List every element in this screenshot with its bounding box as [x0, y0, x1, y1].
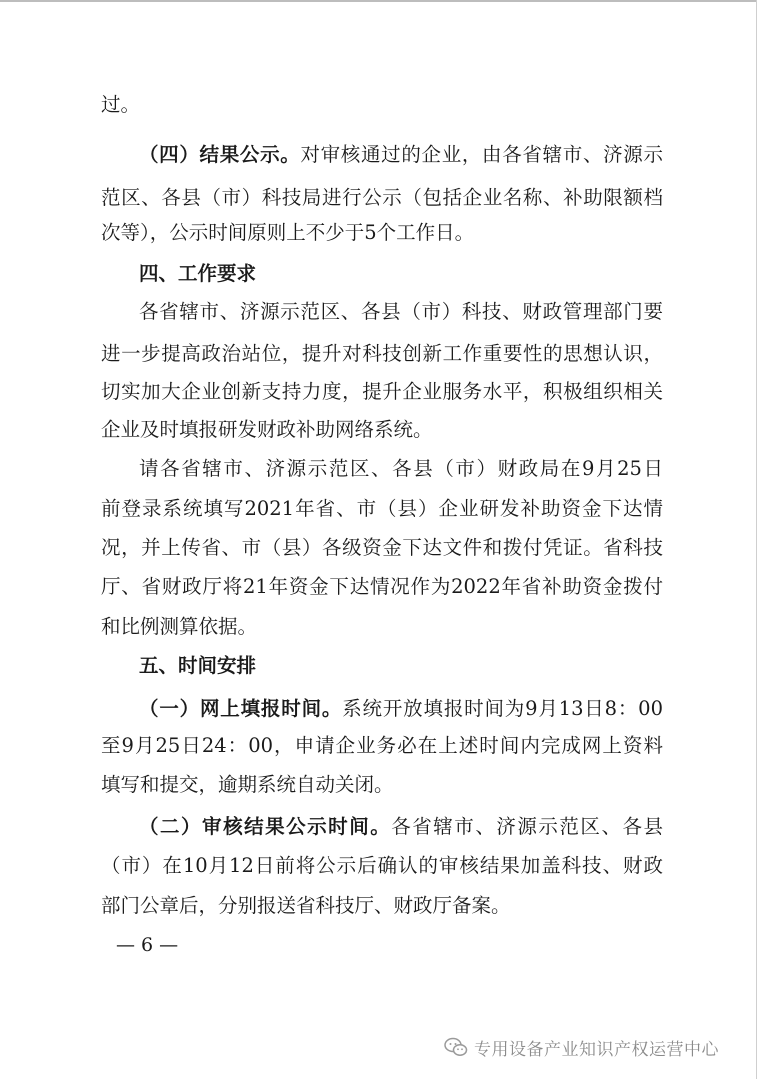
paragraph-line: 请各省辖市、济源示范区、各县（市）财政局在9月25日	[139, 457, 663, 480]
wechat-icon	[444, 1036, 468, 1058]
paragraph-lead: （二）审核结果公示时间。	[139, 815, 392, 838]
text-line: 厅、省财政厅将21年资金下达情况作为2022年省补助资金拨付	[101, 575, 663, 598]
text-line: 范区、各县（市）科技局进行公示（包括企业名称、补助限额档	[101, 186, 663, 209]
text-line: 前登录系统填写2021年省、市（县）企业研发补助资金下达情	[101, 497, 663, 520]
text-line: 和比例测算依据。	[101, 615, 258, 638]
text-line: 填写和提交，逾期系统自动关闭。	[101, 773, 394, 796]
text-line: 至9月25日24：00，申请企业务必在上述时间内完成网上资料	[101, 734, 663, 757]
text-line: （市）在10月12日前将公示后确认的审核结果加盖科技、财政	[101, 854, 663, 877]
paragraph-line: （二）审核结果公示时间。各省辖市、济源示范区、各县	[139, 815, 663, 838]
text-line: 进一步提高政治站位，提升对科技创新工作重要性的思想认识，	[101, 342, 663, 365]
section-heading: 四、工作要求	[139, 262, 257, 285]
page-number: — 6 —	[116, 934, 179, 956]
paragraph-line: （四）结果公示。对审核通过的企业，由各省辖市、济源示	[139, 143, 663, 166]
watermark-text: 专用设备产业知识产权运营中心	[474, 1039, 719, 1060]
paragraph-line: 各省辖市、济源示范区、各县（市）科技、财政管理部门要	[139, 300, 663, 323]
paragraph-lead: （一）网上填报时间。	[139, 697, 343, 720]
text-line: 次等），公示时间原则上不少于5个工作日。	[101, 221, 475, 244]
paragraph-lead: （四）结果公示。	[139, 143, 301, 166]
text-line: 部门公章后，分别报送省科技厅、财政厅备案。	[101, 894, 511, 917]
text-line: 切实加大企业创新支持力度，提升企业服务水平，积极组织相关	[101, 380, 663, 403]
text-line: 企业及时填报研发财政补助网络系统。	[101, 418, 433, 441]
text-line: 况，并上传省、市（县）各级资金下达文件和拨付凭证。省科技	[101, 536, 663, 559]
section-heading: 五、时间安排	[139, 654, 257, 677]
paragraph-line: （一）网上填报时间。系统开放填报时间为9月13日8：00	[139, 697, 663, 720]
text-line: 过。	[101, 93, 141, 116]
watermark	[444, 1034, 719, 1060]
